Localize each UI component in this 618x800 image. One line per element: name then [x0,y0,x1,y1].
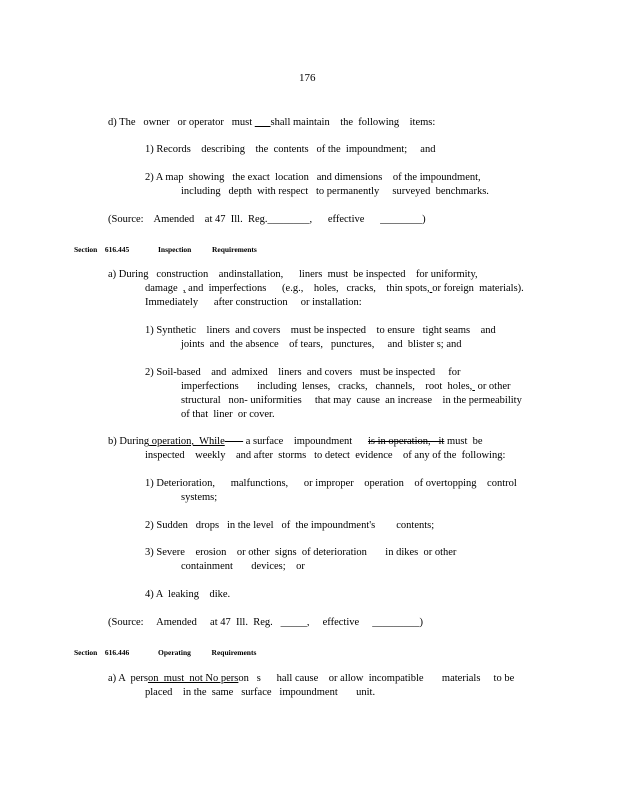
paragraph-d-line1 [108,116,435,129]
source-note-2 [108,616,423,629]
section-number-445: Section 616.445 [74,245,130,254]
section-title-445: Inspection Requirements [158,245,257,254]
text: b) During [108,436,150,447]
inserted-text: operation, While [149,436,225,447]
blank [255,117,271,128]
paragraph-a-line3: Immediately after construction or installation: [145,297,362,308]
paragraph-b-sub2: 2) Sudden drops in the level of the impoundment's contents; [145,520,435,531]
text: or other [474,381,511,392]
paragraph-b-sub1-line1: 1) Deterioration, malfunctions, or improper operation of overtopping control [145,478,517,489]
text: damage [145,283,183,294]
blank: _________ [372,617,420,628]
inserted-text: on must not No pers [147,673,239,684]
text: , effective [306,617,360,628]
paragraph-a-line2 [145,282,524,295]
paragraph-d-sub1: 1) Records describing the contents of the impoundment; and [145,144,436,155]
blank: _____ [280,617,307,628]
paragraph-b-sub3-line1: 3) Severe erosion or other signs of deterioration in dikes or other [145,547,457,558]
text: on s [238,673,261,684]
text: imperfections including lenses, cracks, channels, root holes, [181,381,473,392]
blank: ________ [267,214,310,225]
deleted-text [225,436,243,447]
text: a surface impoundment [243,436,353,447]
source-note-1 [108,213,426,226]
blank: ________ [380,214,423,225]
section-title-446: Operating Requirements [158,648,257,657]
text: shall maintain the following items: [270,117,436,128]
text: must be [444,436,483,447]
mark: , [182,283,186,294]
paragraph-b-line2: inspected weekly and after storms to detect evidence of any of the following: [145,450,506,461]
paragraph-b-sub3-line2: containment devices; or [181,561,305,572]
text: or foreign materials). [432,283,524,294]
page-number: 176 [299,72,316,84]
paragraph-b-line1 [108,435,483,448]
text: , effective [309,214,365,225]
paragraph-d-sub2-line1: 2) A map showing the exact location and dimensions of the impoundment, [145,172,481,183]
text: and imperfections (e.g., holes, cracks, thin spots, [185,283,430,294]
text: (Source: Amended at 47 Ill. Reg. [108,214,268,225]
text: ) [422,214,426,225]
paragraph-a-sub2-line2 [181,380,511,393]
text: d) The owner or operator must [108,117,255,128]
text: ) [419,617,424,628]
text: (Source: Amended at 47 Ill. Reg. [108,617,273,628]
paragraph-a-sub1-line1: 1) Synthetic liners and covers must be inspected to ensure tight seams and [145,325,496,336]
text: a) A pers [108,673,148,684]
deleted-text: is in operation, it [367,436,445,447]
paragraph-a-sub2-line3: structural non- uniformities that may cause an increase in the permeability [181,395,522,406]
section-number-446: Section 616.446 [74,648,130,657]
paragraph-b-sub4: 4) A leaking dike. [145,589,231,600]
paragraph-a-line1: a) During construction andinstallation, liners must be inspected for uniformity, [108,269,478,280]
text: hall cause or allow incompatible materials to be [260,673,515,684]
paragraph-a2-line1 [108,672,514,685]
paragraph-a-sub1-line2: joints and the absence of tears, punctures, and blister s; and [181,339,462,350]
paragraph-a-sub2-line1: 2) Soil-based and admixed liners and covers must be inspected for [145,367,461,378]
paragraph-d-sub2-line2: including depth with respect to permanently surveyed benchmarks. [181,186,489,197]
paragraph-a-sub2-line4: of that liner or cover. [181,409,275,420]
paragraph-a2-line2: placed in the same surface impoundment unit. [145,687,376,698]
paragraph-b-sub1-line2: systems; [181,492,218,503]
